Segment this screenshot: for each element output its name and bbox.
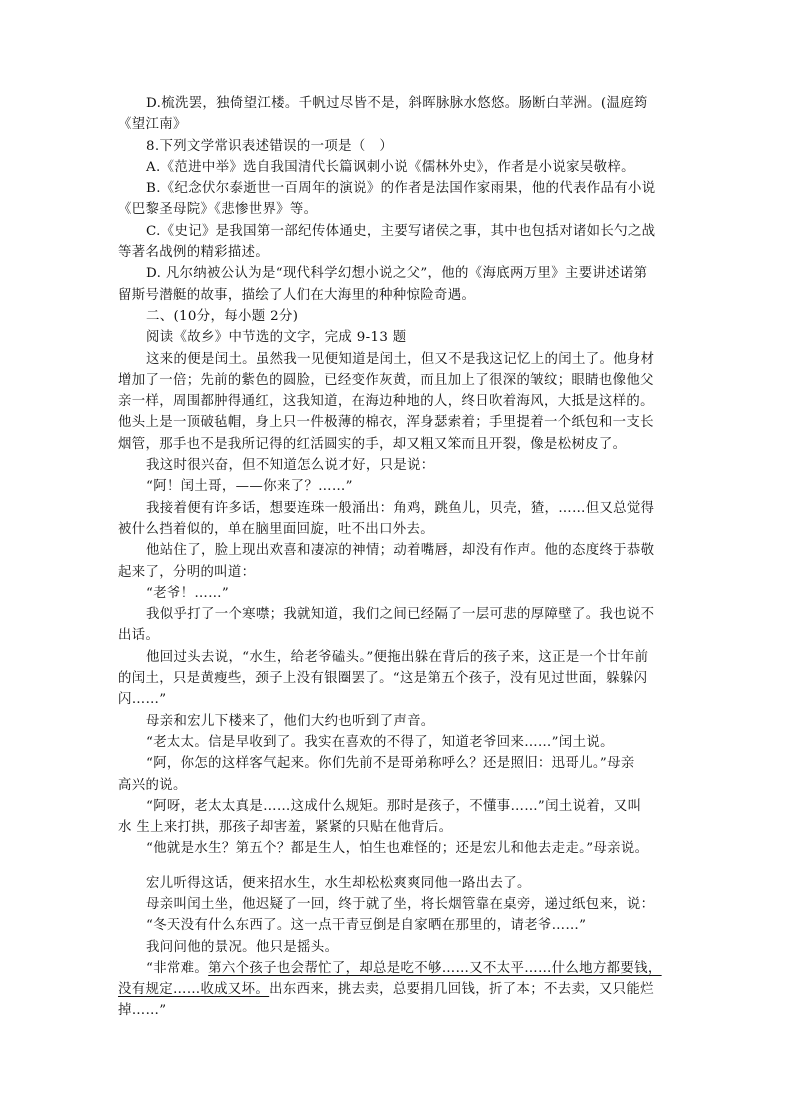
text-line: 我接着便有许多话，想要连珠一般涌出：角鸡，跳鱼儿，贝壳，猹，……但又总觉得: [146, 500, 655, 516]
text-line: 我似乎打了一个寒噤；我就知道，我们之间已经隔了一层可悲的厚障壁了。我也说不: [146, 607, 655, 623]
text-line: 母亲和宏儿下楼来了，他们大约也听到了声音。: [146, 713, 435, 729]
text-line: 等著名战例的精彩描述。: [118, 245, 270, 261]
text-line: 我这时很兴奋，但不知道怎么说才好，只是说：: [146, 458, 435, 474]
text-line: 留斯号潜艇的故事，描绘了人们在大海里的种种惊险奇遇。: [118, 287, 476, 303]
text-line: 阅读《故乡》中节选的文字，完成 9-13 题: [146, 330, 407, 346]
text-line: 烟管，那手也不是我所记得的红活圆实的手，却又粗又笨而且开裂，像是松树皮了。: [118, 436, 627, 452]
text-line: “他就是水生？第五个？都是生人，怕生也难怪的；还是宏儿和他去走走。”母亲说。: [146, 841, 649, 857]
text-line: 《望江南》: [118, 117, 187, 133]
plain-text: 出东西来，挑去卖，总要捐几回钱，折了本；不去卖，又只能烂: [269, 982, 654, 998]
text-line: “老爷！……”: [146, 585, 230, 601]
text-line: D. 凡尔纳被公认为是“现代科学幻想小说之父”，他的《海底两万里》主要讲述诺第: [146, 266, 648, 282]
text-line: C.《史记》是我国第一部纪传体通史，主要写诸侯之事，其中也包括对诸如长勺之战: [146, 223, 656, 239]
text-line: 闪……”: [118, 692, 167, 708]
text-line: 这来的便是闰土。虽然我一见便知道是闰土，但又不是我这记忆上的闰土了。他身材: [146, 351, 655, 367]
text-line: 8.下列文学常识表述错误的一项是（ ）: [146, 138, 394, 154]
text-line: B.《纪念伏尔泰逝世一百周年的演说》的作者是法国作家雨果，他的代表作品有小说: [146, 181, 656, 197]
document-page: [118, 93, 678, 1022]
text-line: 的闰土，只是黄瘦些，颈子上没有银圈罢了。“这是第五个孩子，没有见过世面，躲躲闪: [118, 671, 648, 687]
underlined-text: 没有规定……收成又坏。: [118, 982, 270, 998]
text-line: 掉……”: [118, 1003, 167, 1019]
text-line: [118, 958, 678, 979]
text-line: 我问问他的景况。他只是摇头。: [146, 939, 339, 955]
underlined-text: 第六个孩子也会帮忙了，却总是吃不够……又不太平……什么地方都要钱，: [208, 960, 662, 976]
plain-text: “非常难。: [146, 960, 209, 976]
text-line: 增加了一倍；先前的紫色的圆脸，已经变作灰黄，而且加上了很深的皱纹；眼睛也像他父: [118, 372, 654, 388]
text-line: 宏儿听得这话，便来招水生，水生却松松爽爽同他一路出去了。: [146, 875, 531, 891]
text-line: [118, 979, 678, 1000]
text-line: 起来了，分明的叫道：: [118, 564, 256, 580]
text-line: “阿！闰土哥，——你来了？……”: [146, 479, 353, 495]
text-line: A.《范进中举》选自我国清代长篇讽刺小说《儒林外史》，作者是小说家吴敬梓。: [146, 159, 635, 175]
text-line: 高兴的说。: [118, 777, 187, 793]
text-line: “老太太。信是早收到了。我实在喜欢的不得了，知道老爷回来……”闰土说。: [146, 734, 614, 750]
text-line: 水 生上来打拱，那孩子却害羞，紧紧的只贴在他背后。: [118, 820, 453, 836]
text-line: 出话。: [118, 628, 160, 644]
text-line: 母亲叫闰土坐，他迟疑了一回，终于就了坐，将长烟管靠在桌旁，递过纸包来，说：: [146, 896, 655, 912]
text-line: 被什么挡着似的，单在脑里面回旋，吐不出口外去。: [118, 521, 435, 537]
text-line: “冬天没有什么东西了。这一点干青豆倒是自家晒在那里的，请老爷……”: [146, 918, 587, 934]
text-line: 二、(10分，每小题 2分): [146, 308, 299, 324]
text-line: 《巴黎圣母院》《悲惨世界》等。: [118, 202, 318, 218]
text-line: 他站住了，脸上现出欢喜和凄凉的神情；动着嘴唇，却没有作声。他的态度终于恭敬: [146, 543, 655, 559]
text-line: D.梳洗罢，独倚望江楼。千帆过尽皆不是，斜晖脉脉水悠悠。肠断白苹洲。(温庭筠: [146, 96, 648, 111]
text-line: 他回过头去说，“水生，给老爷磕头。”便拖出躲在背后的孩子来，这正是一个廿年前: [146, 649, 649, 665]
text-line: “阿，你怎的这样客气起来。你们先前不是哥弟称呼么？还是照旧：迅哥儿。”母亲: [146, 756, 635, 772]
text-line: “阿呀，老太太真是……这成什么规矩。那时是孩子，不懂事……”闰土说着，又叫: [146, 798, 642, 814]
paragraph-gap: [118, 860, 678, 873]
text-line: 他头上是一顶破毡帽，身上只一件极薄的棉衣，浑身瑟索着；手里提着一个纸包和一支长: [118, 415, 654, 431]
text-line: 亲一样，周围都肿得通红，这我知道，在海边种地的人，终日吹着海风，大抵是这样的。: [118, 394, 654, 410]
